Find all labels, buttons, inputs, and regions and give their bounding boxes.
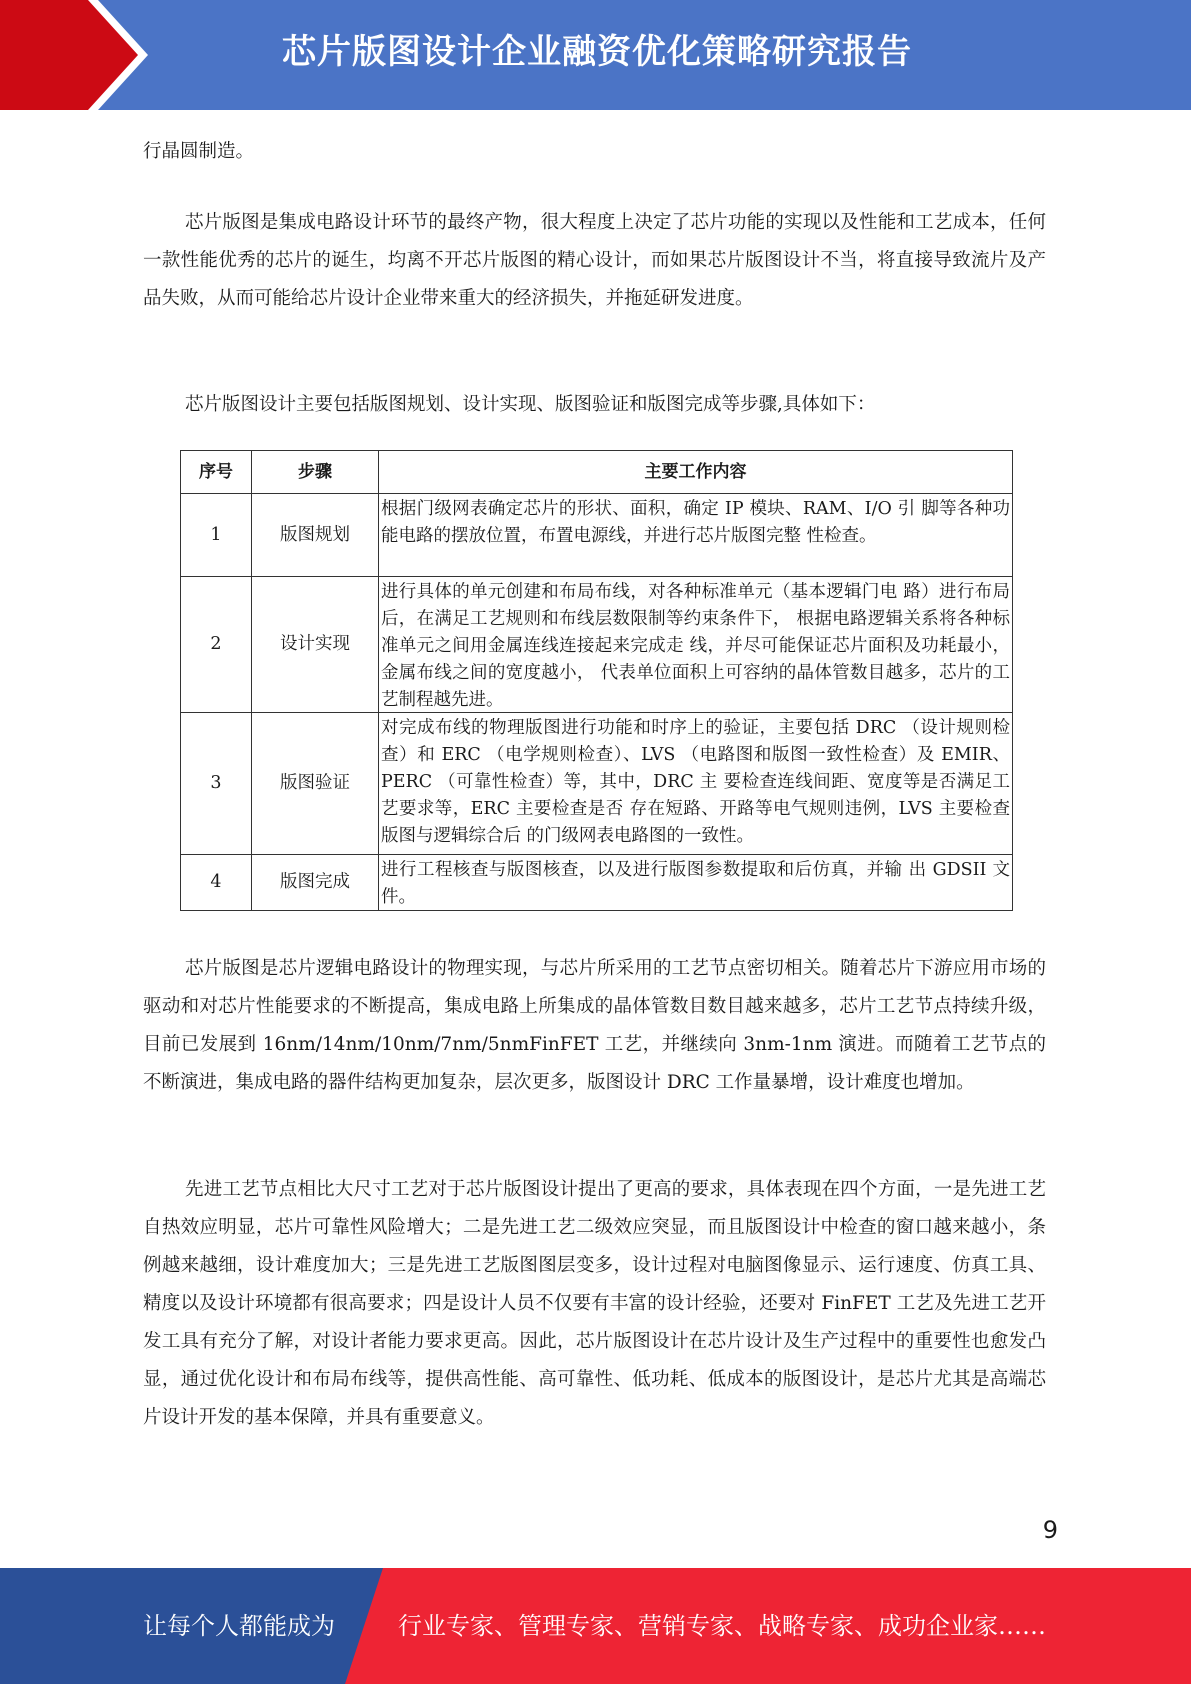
row-number: 3 <box>181 713 252 855</box>
page-number: 9 <box>1042 1516 1058 1544</box>
table-header-row <box>181 451 1013 494</box>
header-banner <box>0 0 1191 110</box>
footer-slogan-left: 让每个人都能成为 <box>143 1612 335 1640</box>
header-step: 步骤 <box>252 451 379 494</box>
row-step: 版图验证 <box>252 713 379 855</box>
row-content-text: 根据门级网表确定芯片的形状、面积，确定 IP 模块、RAM、I/O 引 脚等各种功能电路的摆放位置，布置电源线，并进行芯片版图完整 性检查。 <box>381 499 1010 546</box>
table-row <box>181 713 1013 855</box>
design-steps-table <box>180 450 1013 911</box>
row-content-text: 进行工程核查与版图核查，以及进行版图参数提取和后仿真，并输 出 GDSII 文件。 <box>381 860 1010 907</box>
row-number: 4 <box>181 855 252 911</box>
footer-slogan-right: 行业专家、管理专家、营销专家、战略专家、成功企业家…… <box>398 1612 1046 1640</box>
table-row <box>181 855 1013 911</box>
row-content <box>379 855 1013 911</box>
paragraph-intro: 芯片版图是集成电路设计环节的最终产物，很大程度上决定了芯片功能的实现以及性能和工艺成本，任何一款性能优秀的芯片的诞生，均离不开芯片版图的精心设计，而如果芯片版图设计不当，将直接导致流片及产品失败，从而可能给芯片设计企业带来重大的经济损失，并拖延研发进度。 <box>143 212 1046 309</box>
row-number: 1 <box>181 494 252 577</box>
header-arrow-decoration <box>0 0 160 110</box>
row-step: 版图规划 <box>252 494 379 577</box>
table-row <box>181 577 1013 713</box>
row-content <box>379 577 1013 713</box>
paragraph-advanced-requirements: 先进工艺节点相比大尺寸工艺对于芯片版图设计提出了更高的要求，具体表现在四个方面，一是先进工艺自热效应明显，芯片可靠性风险增大；二是先进工艺二级效应突显，而且版图设计中检查的窗口越来越小，条例越来越细，设计难度加大；三是先进工艺版图图层变多，设计过程对电脑图像显示、运行速度、仿真工具、精度以及设计环境都有很高要求；四是设计人员不仅要有丰富的设计经验，还要对 FinFET 工艺及先进工艺开发工具有充分了解，对设计者能力要求更高。因此，芯片版图设计在芯片设计及生产过程中的重要性也愈发凸显，通过优化设计和布局布线等，提供高性能、高可靠性、低功耗、低成本的版图设计，是芯片尤其是高端芯片设计开发的基本保障，并具有重要意义。 <box>143 1179 1046 1428</box>
header-content: 主要工作内容 <box>379 451 1013 494</box>
paragraph-continuation: 行晶圆制造。 <box>143 141 255 162</box>
paragraph-steps-intro: 芯片版图设计主要包括版图规划、设计实现、版图验证和版图完成等步骤,具体如下： <box>185 394 876 415</box>
footer-banner <box>0 1568 1191 1684</box>
row-number: 2 <box>181 577 252 713</box>
row-content-text: 对完成布线的物理版图进行功能和时序上的验证，主要包括 DRC （设计规则检查）和 ERC （电学规则检查）、LVS （电路图和版图一致性检查）及 EMIR、PERC （可靠性检查）等，其中，DRC 主 要检查连线间距、宽度等是否满足工艺要求等，ERC 主要检查是否 存在短路、开路等电气规则违例，LVS 主要检查版图与逻辑综合后 的门级网表电路图的一致性。 <box>381 718 1010 846</box>
row-content <box>379 713 1013 855</box>
paragraph-process-nodes: 芯片版图是芯片逻辑电路设计的物理实现，与芯片所采用的工艺节点密切相关。随着芯片下游应用市场的驱动和对芯片性能要求的不断提高，集成电路上所集成的晶体管数目数目越来越多，芯片工艺节点持续升级，目前已发展到 16nm/14nm/10nm/7nm/5nmFinFET 工艺，并继续向 3nm-1nm 演进。而随着工艺节点的不断演进，集成电路的器件结构更加复杂，层次更多，版图设计 DRC 工作量暴增，设计难度也增加。 <box>143 958 1046 1093</box>
row-content-text: 进行具体的单元创建和布局布线，对各种标准单元（基本逻辑门电 路）进行布局后，在满足工艺规则和布线层数限制等约束条件下， 根据电路逻辑关系将各种标准单元之间用金属连线连接起来完成走 线，并尽可能保证芯片面积及功耗最小，金属布线之间的宽度越小， 代表单位面积上可容纳的晶体管数目越多，芯片的工艺制程越先进。 <box>381 582 1010 710</box>
header-number: 序号 <box>181 451 252 494</box>
row-step: 版图完成 <box>252 855 379 911</box>
row-content <box>379 494 1013 577</box>
report-title: 芯片版图设计企业融资优化策略研究报告 <box>282 32 912 72</box>
row-step: 设计实现 <box>252 577 379 713</box>
table-row <box>181 494 1013 577</box>
